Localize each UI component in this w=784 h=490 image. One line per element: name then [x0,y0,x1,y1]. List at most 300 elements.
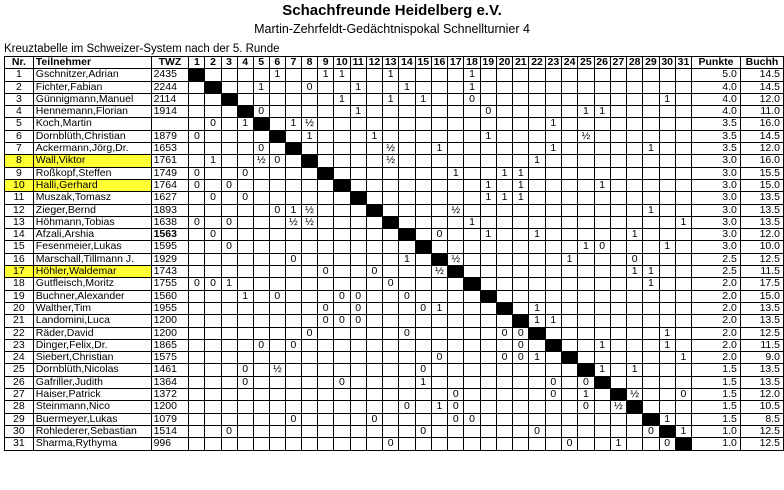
result-cell [659,253,675,265]
result-cell [318,327,334,339]
result-cell [269,376,285,388]
result-cell: 0 [513,327,529,339]
result-cell [350,69,366,81]
result-cell [301,69,317,81]
result-cell: 1 [334,69,350,81]
player-twz: 1743 [151,266,189,278]
player-name: Räder,David [33,327,151,339]
col-header-opponent-20: 20 [496,57,512,69]
result-cell: 1 [659,241,675,253]
result-cell: 1 [659,93,675,105]
result-cell [334,438,350,450]
result-cell [221,106,237,118]
result-cell [561,81,577,93]
result-cell [415,69,431,81]
result-cell [675,302,691,314]
result-cell [561,106,577,118]
player-number: 19 [5,290,34,302]
result-cell [610,327,626,339]
result-cell [545,192,561,204]
result-cell: 1 [431,302,447,314]
diagonal-cell [189,69,205,81]
result-cell [285,266,301,278]
result-cell [643,229,659,241]
player-name: Dinger,Felix,Dr. [33,339,151,351]
result-cell [285,81,301,93]
result-cell [383,389,399,401]
col-header-opponent-4: 4 [237,57,253,69]
table-row [5,204,784,216]
result-cell [448,327,464,339]
result-cell: 1 [205,155,221,167]
result-cell: 1 [513,167,529,179]
result-cell [269,278,285,290]
result-cell [415,438,431,450]
result-cell [578,93,594,105]
result-cell: ½ [448,204,464,216]
result-cell: 0 [237,192,253,204]
col-header-opponent-11: 11 [350,57,366,69]
player-points: 2.0 [692,339,741,351]
result-cell [399,413,415,425]
result-cell [334,216,350,228]
player-twz: 1865 [151,339,189,351]
diagonal-cell [253,118,269,130]
result-cell: 1 [350,106,366,118]
result-cell [318,143,334,155]
player-name: Afzali,Arshia [33,229,151,241]
result-cell [205,364,221,376]
result-cell [496,389,512,401]
result-cell [221,315,237,327]
result-cell: 0 [237,167,253,179]
result-cell [205,130,221,142]
diagonal-cell [221,93,237,105]
result-cell: 0 [253,339,269,351]
result-cell [301,364,317,376]
result-cell [496,376,512,388]
result-cell [448,425,464,437]
result-cell [643,389,659,401]
player-points: 3.5 [692,130,741,142]
result-cell [578,143,594,155]
result-cell [627,143,643,155]
player-twz: 1461 [151,364,189,376]
result-cell [399,179,415,191]
result-cell [561,192,577,204]
result-cell: 1 [545,118,561,130]
result-cell [237,278,253,290]
result-cell [334,401,350,413]
result-cell: 1 [594,179,610,191]
player-name: Günnigmann,Manuel [33,93,151,105]
player-buchholz: 12.5 [740,253,783,265]
result-cell [334,167,350,179]
result-cell: ½ [285,216,301,228]
table-row [5,364,784,376]
player-number: 1 [5,69,34,81]
result-cell: 1 [578,389,594,401]
result-cell [221,290,237,302]
result-cell [529,143,545,155]
result-cell [627,290,643,302]
result-cell [366,179,382,191]
player-name: Roßkopf,Steffen [33,167,151,179]
result-cell [350,327,366,339]
table-row [5,155,784,167]
result-cell [334,192,350,204]
result-cell [561,93,577,105]
result-cell: 0 [366,413,382,425]
result-cell [448,364,464,376]
result-cell [366,253,382,265]
result-cell: 0 [350,315,366,327]
result-cell [366,93,382,105]
col-header-opponent-2: 2 [205,57,221,69]
result-cell [643,315,659,327]
result-cell [659,179,675,191]
result-cell [496,278,512,290]
result-cell [383,302,399,314]
result-cell [366,229,382,241]
result-cell [659,106,675,118]
result-cell [301,339,317,351]
result-cell [448,229,464,241]
result-cell [285,376,301,388]
col-header-opponent-15: 15 [415,57,431,69]
result-cell: 1 [399,253,415,265]
player-name: Gafriller,Judith [33,376,151,388]
player-name: Höhler,Waldemar [33,266,151,278]
result-cell [269,302,285,314]
player-twz: 1575 [151,352,189,364]
result-cell [366,143,382,155]
result-cell: 0 [643,425,659,437]
result-cell [415,278,431,290]
result-cell [366,339,382,351]
result-cell: 0 [221,216,237,228]
table-row [5,401,784,413]
result-cell [578,327,594,339]
player-buchholz: 10.0 [740,241,783,253]
result-cell [513,425,529,437]
result-cell [561,204,577,216]
result-cell [415,352,431,364]
result-cell [415,81,431,93]
result-cell [513,93,529,105]
result-cell [350,229,366,241]
result-cell [350,241,366,253]
result-cell [318,389,334,401]
result-cell [399,130,415,142]
result-cell [383,106,399,118]
result-cell [253,376,269,388]
result-cell: 1 [675,216,691,228]
result-cell [675,401,691,413]
result-cell [221,438,237,450]
result-cell [545,266,561,278]
result-cell [285,315,301,327]
result-cell [415,339,431,351]
result-cell [448,130,464,142]
player-buchholz: 8.5 [740,413,783,425]
result-cell: 1 [643,204,659,216]
result-cell [383,290,399,302]
result-cell [464,130,480,142]
table-row [5,229,784,241]
player-points: 1.5 [692,413,741,425]
result-cell [561,118,577,130]
player-points: 3.5 [692,143,741,155]
result-cell [529,204,545,216]
result-cell [610,69,626,81]
result-cell [561,130,577,142]
diagonal-cell [529,327,545,339]
result-cell [594,93,610,105]
table-row [5,130,784,142]
result-cell [383,167,399,179]
result-cell: 0 [399,401,415,413]
result-cell [610,266,626,278]
result-cell [529,118,545,130]
result-cell [237,425,253,437]
result-cell [237,339,253,351]
result-cell [659,192,675,204]
result-cell: 1 [675,425,691,437]
table-row [5,278,784,290]
result-cell [301,315,317,327]
result-cell [334,106,350,118]
table-row [5,302,784,314]
result-cell [350,118,366,130]
result-cell [334,143,350,155]
result-cell [366,241,382,253]
col-header-opponent-22: 22 [529,57,545,69]
result-cell [285,327,301,339]
result-cell [496,118,512,130]
result-cell [610,376,626,388]
result-cell [415,204,431,216]
page-title: Schachfreunde Heidelberg e.V. [282,2,502,19]
result-cell: ½ [448,253,464,265]
result-cell [545,425,561,437]
result-cell [578,118,594,130]
result-cell [237,179,253,191]
diagonal-cell [383,216,399,228]
result-cell [350,143,366,155]
result-cell [269,401,285,413]
result-cell [415,413,431,425]
diagonal-cell [643,413,659,425]
result-cell: 0 [318,266,334,278]
result-cell [496,179,512,191]
player-twz: 1749 [151,167,189,179]
result-cell [675,278,691,290]
player-points: 5.0 [692,69,741,81]
result-cell [221,143,237,155]
result-cell [627,327,643,339]
result-cell: 1 [464,81,480,93]
result-cell [253,192,269,204]
table-row [5,339,784,351]
result-cell: 0 [269,155,285,167]
result-cell [431,425,447,437]
result-cell [627,106,643,118]
result-cell [513,229,529,241]
result-cell [480,143,496,155]
result-cell [496,241,512,253]
diagonal-cell [480,290,496,302]
player-points: 3.0 [692,241,741,253]
result-cell [578,278,594,290]
result-cell [594,118,610,130]
result-cell [334,266,350,278]
result-cell [189,376,205,388]
result-cell [496,69,512,81]
result-cell [301,106,317,118]
result-cell [594,155,610,167]
player-buchholz: 13.5 [740,376,783,388]
table-row [5,290,784,302]
result-cell: 1 [464,216,480,228]
result-cell: ½ [301,118,317,130]
result-cell [383,266,399,278]
result-cell [448,118,464,130]
diagonal-cell [594,376,610,388]
player-number: 17 [5,266,34,278]
result-cell [643,93,659,105]
player-number: 28 [5,401,34,413]
diagonal-cell [285,143,301,155]
result-cell [529,93,545,105]
result-cell [415,229,431,241]
diagonal-cell [464,278,480,290]
result-cell: 0 [253,143,269,155]
result-cell [253,167,269,179]
result-cell [643,155,659,167]
result-cell [415,290,431,302]
result-cell [643,216,659,228]
result-cell [610,118,626,130]
player-name: Sharma,Rythyma [33,438,151,450]
result-cell [464,364,480,376]
result-cell [269,143,285,155]
result-cell [285,278,301,290]
result-cell [318,204,334,216]
result-cell [221,130,237,142]
result-cell [496,106,512,118]
player-buchholz: 12.0 [740,389,783,401]
result-cell [578,302,594,314]
result-cell [399,167,415,179]
result-cell [189,425,205,437]
result-cell: 1 [221,278,237,290]
result-cell [285,401,301,413]
result-cell [627,81,643,93]
result-cell [205,241,221,253]
result-cell: 0 [334,315,350,327]
result-cell [578,69,594,81]
result-cell [480,364,496,376]
player-number: 27 [5,389,34,401]
result-cell [237,216,253,228]
result-cell: 0 [578,401,594,413]
result-cell [643,339,659,351]
result-cell: ½ [301,216,317,228]
result-cell [285,106,301,118]
result-cell: 1 [448,167,464,179]
result-cell: 0 [415,425,431,437]
result-cell [643,179,659,191]
result-cell [431,339,447,351]
result-cell [269,241,285,253]
result-cell: 1 [480,229,496,241]
result-cell [561,179,577,191]
result-cell [561,278,577,290]
result-cell [205,315,221,327]
result-cell [610,302,626,314]
player-twz: 1755 [151,278,189,290]
result-cell [513,216,529,228]
result-cell [659,315,675,327]
player-points: 2.0 [692,278,741,290]
player-number: 11 [5,192,34,204]
result-cell [415,155,431,167]
col-header-opponent-24: 24 [561,57,577,69]
result-cell [221,167,237,179]
result-cell [610,413,626,425]
result-cell: ½ [253,155,269,167]
player-points: 1.0 [692,425,741,437]
result-cell [318,376,334,388]
player-buchholz: 12.5 [740,327,783,339]
result-cell [675,204,691,216]
diagonal-cell [561,352,577,364]
result-cell [205,143,221,155]
result-cell [383,376,399,388]
result-cell [448,179,464,191]
result-cell [318,241,334,253]
result-cell [529,364,545,376]
result-cell: 0 [496,352,512,364]
result-cell [496,143,512,155]
col-header-opponent-18: 18 [464,57,480,69]
table-row [5,216,784,228]
result-cell [269,327,285,339]
table-row [5,376,784,388]
player-name: Halli,Gerhard [33,179,151,191]
result-cell [383,118,399,130]
result-cell: 1 [496,192,512,204]
result-cell [350,278,366,290]
result-cell [301,401,317,413]
result-cell: 1 [496,167,512,179]
result-cell [513,253,529,265]
col-header-points: Punkte [692,57,741,69]
player-buchholz: 12.0 [740,93,783,105]
result-cell [561,401,577,413]
player-number: 31 [5,438,34,450]
result-cell [464,106,480,118]
result-cell [350,389,366,401]
table-row [5,413,784,425]
result-cell [675,364,691,376]
result-cell [464,339,480,351]
result-cell [383,241,399,253]
player-twz: 1929 [151,253,189,265]
result-cell: 1 [383,69,399,81]
result-cell: 0 [415,364,431,376]
